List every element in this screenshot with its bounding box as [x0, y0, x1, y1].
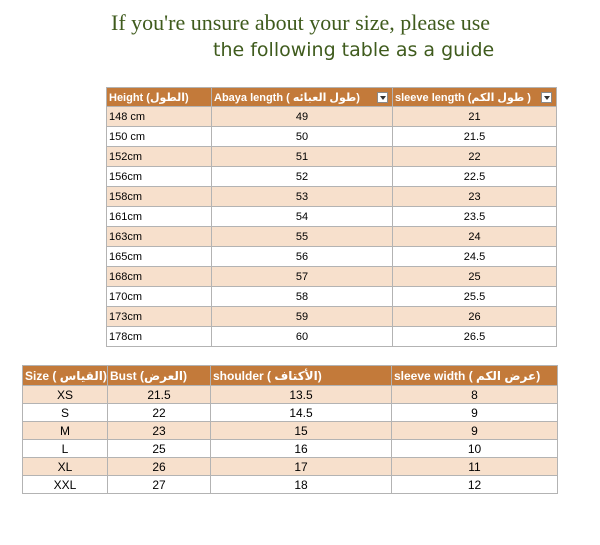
table-row — [107, 287, 557, 307]
table-cell: 178cm — [107, 327, 212, 347]
table-row — [23, 440, 558, 458]
table-cell: 15 — [211, 422, 392, 440]
table-cell: 18 — [211, 476, 392, 494]
table-row — [23, 422, 558, 440]
filter-dropdown-icon[interactable] — [377, 92, 388, 103]
table-cell: XXL — [23, 476, 108, 494]
table-cell: 168cm — [107, 267, 212, 287]
table-cell: 23 — [108, 422, 211, 440]
table-cell: L — [23, 440, 108, 458]
table-row — [23, 458, 558, 476]
table-cell: 170cm — [107, 287, 212, 307]
table-cell: 21.5 — [108, 386, 211, 404]
table-row — [107, 147, 557, 167]
table-cell: 60 — [212, 327, 393, 347]
table-cell: 9 — [392, 404, 558, 422]
title-line-2: the following table as a guide — [213, 39, 495, 61]
table-cell: 25 — [393, 267, 557, 287]
table-cell: 25.5 — [393, 287, 557, 307]
table-cell: 54 — [212, 207, 393, 227]
table-cell: 173cm — [107, 307, 212, 327]
table-cell: XL — [23, 458, 108, 476]
size-measurement-table — [22, 365, 558, 494]
table-row — [107, 107, 557, 127]
table-cell: 52 — [212, 167, 393, 187]
table-cell: 148 cm — [107, 107, 212, 127]
table-row — [107, 167, 557, 187]
table-cell: 25 — [108, 440, 211, 458]
table-cell: 57 — [212, 267, 393, 287]
table-cell: 165cm — [107, 247, 212, 267]
header-height — [107, 88, 212, 107]
table-cell: 24.5 — [393, 247, 557, 267]
header-sleeve-length-label: sleeve length (طول الكم ) — [395, 91, 531, 104]
table-cell: 21.5 — [393, 127, 557, 147]
table-cell: 17 — [211, 458, 392, 476]
table-cell: 13.5 — [211, 386, 392, 404]
table-cell: 26 — [108, 458, 211, 476]
height-size-table — [106, 87, 557, 347]
table-cell: 24 — [393, 227, 557, 247]
table-cell: 51 — [212, 147, 393, 167]
table-row — [107, 227, 557, 247]
table-cell: 9 — [392, 422, 558, 440]
table-cell: 11 — [392, 458, 558, 476]
table-cell: 23 — [393, 187, 557, 207]
table-cell: M — [23, 422, 108, 440]
title-line-1: If you're unsure about your size, please use — [111, 10, 491, 35]
table-cell: 12 — [392, 476, 558, 494]
header-sleeve-length[interactable] — [393, 88, 557, 107]
table-row — [107, 307, 557, 327]
table-row — [23, 386, 558, 404]
table-row — [23, 404, 558, 422]
table-cell: S — [23, 404, 108, 422]
table-row — [107, 327, 557, 347]
table-header-row — [23, 366, 558, 386]
table-cell: 10 — [392, 440, 558, 458]
table-cell: 58 — [212, 287, 393, 307]
table-cell: 22 — [393, 147, 557, 167]
table-cell: 16 — [211, 440, 392, 458]
table-cell: 53 — [212, 187, 393, 207]
table-cell: 56 — [212, 247, 393, 267]
table-cell: 163cm — [107, 227, 212, 247]
table-cell: 21 — [393, 107, 557, 127]
table-cell: 22.5 — [393, 167, 557, 187]
header-bust: Bust (العرض) — [108, 366, 211, 386]
table-cell: 59 — [212, 307, 393, 327]
table-cell: 158cm — [107, 187, 212, 207]
table-cell: 50 — [212, 127, 393, 147]
table-cell: 152cm — [107, 147, 212, 167]
table-cell: 26 — [393, 307, 557, 327]
header-size: Size ( القياس) — [23, 366, 108, 386]
table-cell: XS — [23, 386, 108, 404]
filter-dropdown-icon[interactable] — [541, 92, 552, 103]
table-row — [23, 476, 558, 494]
table-cell: 49 — [212, 107, 393, 127]
table-cell: 8 — [392, 386, 558, 404]
header-abaya-length-label: Abaya length ( طول العبائه) — [214, 91, 360, 104]
header-height-label: Height (الطول) — [109, 91, 189, 104]
table-cell: 26.5 — [393, 327, 557, 347]
table-row — [107, 187, 557, 207]
table-row — [107, 247, 557, 267]
table-cell: 156cm — [107, 167, 212, 187]
table-cell: 27 — [108, 476, 211, 494]
table-header-row — [107, 88, 557, 107]
table-cell: 22 — [108, 404, 211, 422]
table-row — [107, 267, 557, 287]
table-cell: 55 — [212, 227, 393, 247]
table-row — [107, 207, 557, 227]
header-sleeve-width: sleeve width ( عرض الكم) — [392, 366, 558, 386]
table-cell: 23.5 — [393, 207, 557, 227]
table-cell: 161cm — [107, 207, 212, 227]
header-shoulder: shoulder ( الأكتاف) — [211, 366, 392, 386]
header-abaya-length[interactable] — [212, 88, 393, 107]
table-cell: 14.5 — [211, 404, 392, 422]
table-row — [107, 127, 557, 147]
table-cell: 150 cm — [107, 127, 212, 147]
